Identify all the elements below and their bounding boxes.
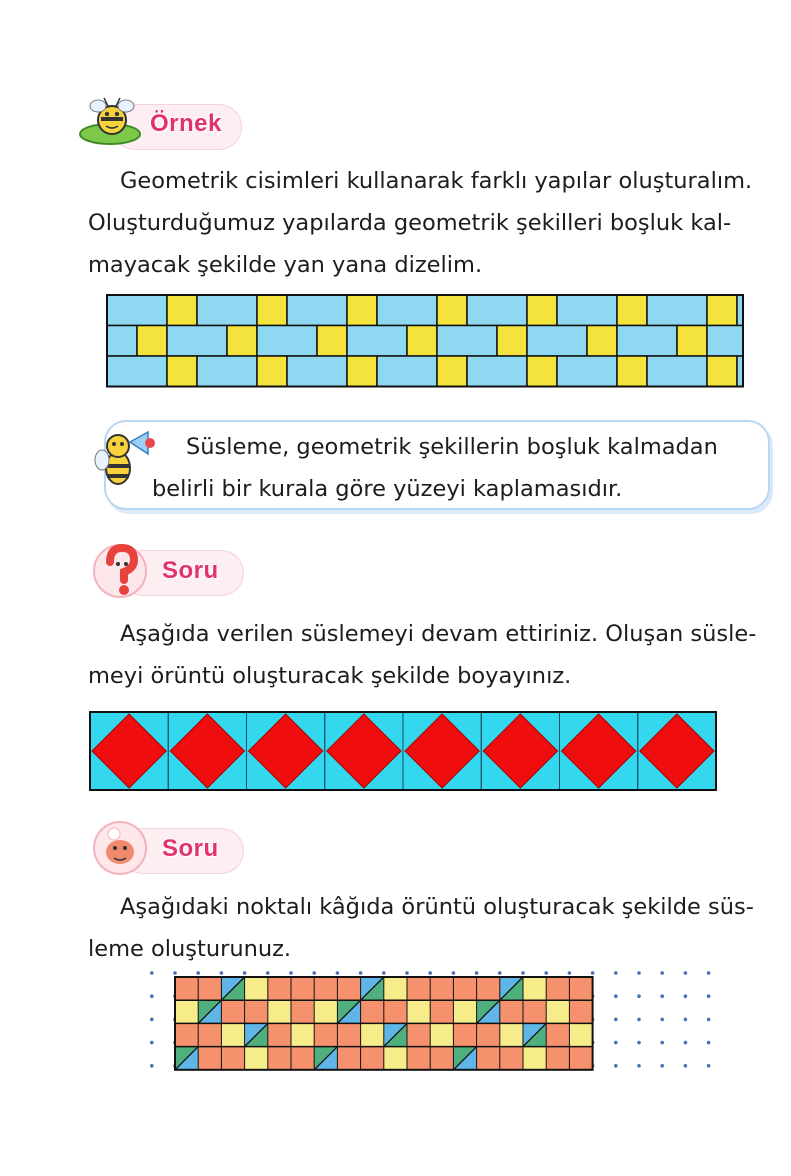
grid-dot bbox=[637, 971, 641, 975]
yellow-cell bbox=[268, 1000, 291, 1023]
blue-rectangle bbox=[467, 356, 527, 387]
grid-dot bbox=[707, 994, 711, 998]
blue-rectangle bbox=[557, 295, 617, 326]
grid-dot bbox=[452, 971, 456, 975]
grid-dot bbox=[568, 971, 572, 975]
yellow-cell bbox=[569, 1023, 592, 1046]
yellow-square bbox=[407, 326, 437, 357]
paragraph-line: meyi örüntü oluşturacak şekilde boyayınız. bbox=[88, 663, 572, 689]
yellow-cell bbox=[361, 1023, 384, 1046]
yellow-cell bbox=[546, 1000, 569, 1023]
orange-cell bbox=[268, 1047, 291, 1070]
definition-text bbox=[152, 426, 718, 510]
blue-rectangle bbox=[467, 295, 527, 326]
diamond-pattern bbox=[90, 712, 716, 790]
grid-dot bbox=[428, 971, 432, 975]
grid-dot bbox=[405, 971, 409, 975]
blue-rectangle bbox=[287, 356, 347, 387]
orange-cell bbox=[546, 977, 569, 1000]
blue-rectangle bbox=[107, 295, 167, 326]
orange-cell bbox=[453, 1023, 476, 1046]
grid-dot bbox=[591, 971, 595, 975]
grid-dot bbox=[637, 1018, 641, 1022]
orange-cell bbox=[198, 1047, 221, 1070]
yellow-cell bbox=[500, 1023, 523, 1046]
yellow-square bbox=[257, 295, 287, 326]
grid-dot bbox=[660, 994, 664, 998]
orange-cell bbox=[337, 977, 360, 1000]
dotted-paper-pattern bbox=[130, 965, 730, 1085]
blue-rectangle bbox=[107, 326, 137, 357]
grid-dot bbox=[660, 1018, 664, 1022]
grid-dot bbox=[614, 994, 618, 998]
grid-dot bbox=[707, 1041, 711, 1045]
grid-dot bbox=[614, 971, 618, 975]
grid-dot bbox=[660, 1064, 664, 1068]
orange-cell bbox=[314, 1023, 337, 1046]
thinking-mascot-icon bbox=[92, 820, 148, 876]
blue-rectangle bbox=[437, 326, 497, 357]
orange-cell bbox=[407, 977, 430, 1000]
orange-cell bbox=[453, 977, 476, 1000]
grid-dot bbox=[684, 1064, 688, 1068]
paragraph-line: Aşağıda verilen süslemeyi devam ettiriniz. Oluşan süsle- bbox=[120, 621, 757, 647]
orange-cell bbox=[291, 1047, 314, 1070]
yellow-cell bbox=[314, 1000, 337, 1023]
grid-dot bbox=[614, 1064, 618, 1068]
yellow-square bbox=[677, 326, 707, 357]
yellow-cell bbox=[175, 1000, 198, 1023]
blue-rectangle bbox=[167, 326, 227, 357]
blue-rectangle bbox=[107, 356, 167, 387]
orange-cell bbox=[477, 1047, 500, 1070]
paragraph-line: mayacak şekilde yan yana dizelim. bbox=[88, 252, 483, 278]
blue-rectangle bbox=[707, 326, 743, 357]
blue-rectangle bbox=[197, 295, 257, 326]
question2-paragraph bbox=[88, 886, 754, 970]
definition-line: Süsleme, geometrik şekillerin boşluk kalmadan bbox=[186, 434, 718, 460]
blue-rectangle bbox=[257, 326, 317, 357]
grid-dot bbox=[220, 971, 224, 975]
grid-dot bbox=[707, 1064, 711, 1068]
grid-dot bbox=[637, 1041, 641, 1045]
orange-cell bbox=[221, 1000, 244, 1023]
yellow-square bbox=[707, 356, 737, 387]
grid-dot bbox=[660, 971, 664, 975]
blue-rectangle bbox=[647, 295, 707, 326]
blue-rectangle bbox=[197, 356, 257, 387]
paragraph-line: Aşağıdaki noktalı kâğıda örüntü oluşturacak şekilde süs- bbox=[120, 894, 754, 920]
paragraph-line: leme oluşturunuz. bbox=[88, 936, 292, 962]
question-mark-mascot-icon bbox=[92, 540, 148, 602]
paragraph-line: Geometrik cisimleri kullanarak farklı yapılar oluşturalım. bbox=[120, 168, 753, 194]
orange-cell bbox=[500, 1000, 523, 1023]
question1-paragraph bbox=[88, 613, 756, 697]
yellow-cell bbox=[221, 1023, 244, 1046]
question1-badge-label: Soru bbox=[162, 557, 219, 584]
yellow-square bbox=[137, 326, 167, 357]
grid-dot bbox=[266, 971, 270, 975]
yellow-cell bbox=[245, 1047, 268, 1070]
example-badge-label: Örnek bbox=[150, 110, 222, 137]
grid-dot bbox=[150, 994, 154, 998]
yellow-cell bbox=[523, 977, 546, 1000]
orange-cell bbox=[384, 1000, 407, 1023]
yellow-cell bbox=[384, 1047, 407, 1070]
grid-dot bbox=[707, 971, 711, 975]
orange-cell bbox=[523, 1000, 546, 1023]
yellow-square bbox=[437, 295, 467, 326]
grid-dot bbox=[660, 1041, 664, 1045]
orange-cell bbox=[407, 1047, 430, 1070]
grid-dot bbox=[150, 1018, 154, 1022]
yellow-square bbox=[257, 356, 287, 387]
grid-dot bbox=[637, 1064, 641, 1068]
grid-dot bbox=[150, 1064, 154, 1068]
orange-cell bbox=[569, 977, 592, 1000]
yellow-square bbox=[497, 326, 527, 357]
definition-box bbox=[104, 420, 770, 510]
orange-cell bbox=[221, 1047, 244, 1070]
grid-dot bbox=[475, 971, 479, 975]
yellow-square bbox=[227, 326, 257, 357]
orange-cell bbox=[268, 977, 291, 1000]
grid-dot bbox=[359, 971, 363, 975]
yellow-square bbox=[167, 356, 197, 387]
grid-dot bbox=[684, 971, 688, 975]
blue-rectangle bbox=[527, 326, 587, 357]
bee-on-leaf-icon bbox=[76, 96, 146, 156]
yellow-square bbox=[527, 356, 557, 387]
bee-with-megaphone-icon bbox=[92, 424, 156, 494]
grid-dot bbox=[637, 994, 641, 998]
yellow-square bbox=[347, 295, 377, 326]
yellow-cell bbox=[523, 1047, 546, 1070]
brick-pattern bbox=[107, 295, 743, 387]
example-paragraph bbox=[88, 160, 752, 286]
blue-rectangle bbox=[617, 326, 677, 357]
orange-cell bbox=[569, 1047, 592, 1070]
orange-cell bbox=[361, 1000, 384, 1023]
orange-cell bbox=[314, 977, 337, 1000]
yellow-square bbox=[617, 295, 647, 326]
question2-badge-label: Soru bbox=[162, 835, 219, 862]
blue-rectangle bbox=[377, 295, 437, 326]
orange-cell bbox=[268, 1023, 291, 1046]
orange-cell bbox=[175, 1023, 198, 1046]
orange-cell bbox=[198, 1023, 221, 1046]
yellow-square bbox=[587, 326, 617, 357]
grid-dot bbox=[336, 971, 340, 975]
grid-dot bbox=[521, 971, 525, 975]
yellow-cell bbox=[291, 1023, 314, 1046]
orange-cell bbox=[500, 1047, 523, 1070]
orange-cell bbox=[175, 977, 198, 1000]
grid-dot bbox=[684, 1018, 688, 1022]
yellow-square bbox=[347, 356, 377, 387]
grid-dot bbox=[150, 971, 154, 975]
yellow-cell bbox=[245, 977, 268, 1000]
grid-dot bbox=[684, 994, 688, 998]
orange-cell bbox=[569, 1000, 592, 1023]
grid-dot bbox=[614, 1041, 618, 1045]
paragraph-line: Oluşturduğumuz yapılarda geometrik şekilleri boşluk kal- bbox=[88, 210, 732, 236]
grid-dot bbox=[289, 971, 293, 975]
grid-dot bbox=[614, 1018, 618, 1022]
yellow-square bbox=[317, 326, 347, 357]
yellow-cell bbox=[430, 1023, 453, 1046]
blue-rectangle bbox=[287, 295, 347, 326]
yellow-square bbox=[707, 295, 737, 326]
grid-dot bbox=[196, 971, 200, 975]
grid-dot bbox=[684, 1041, 688, 1045]
grid-dot bbox=[498, 971, 502, 975]
orange-cell bbox=[546, 1047, 569, 1070]
orange-cell bbox=[430, 977, 453, 1000]
grid-dot bbox=[173, 971, 177, 975]
blue-rectangle bbox=[647, 356, 707, 387]
orange-cell bbox=[337, 1023, 360, 1046]
orange-cell bbox=[546, 1023, 569, 1046]
blue-rectangle bbox=[377, 356, 437, 387]
yellow-square bbox=[167, 295, 197, 326]
orange-cell bbox=[198, 977, 221, 1000]
orange-cell bbox=[477, 977, 500, 1000]
grid-dot bbox=[312, 971, 316, 975]
grid-dot bbox=[544, 971, 548, 975]
grid-dot bbox=[150, 1041, 154, 1045]
yellow-cell bbox=[384, 977, 407, 1000]
orange-cell bbox=[361, 1047, 384, 1070]
orange-cell bbox=[407, 1023, 430, 1046]
orange-cell bbox=[245, 1000, 268, 1023]
yellow-cell bbox=[453, 1000, 476, 1023]
orange-cell bbox=[291, 977, 314, 1000]
yellow-square bbox=[527, 295, 557, 326]
yellow-cell bbox=[407, 1000, 430, 1023]
orange-cell bbox=[430, 1000, 453, 1023]
grid-dot bbox=[707, 1018, 711, 1022]
yellow-square bbox=[437, 356, 467, 387]
orange-cell bbox=[337, 1047, 360, 1070]
grid-dot bbox=[243, 971, 247, 975]
orange-cell bbox=[477, 1023, 500, 1046]
yellow-square bbox=[617, 356, 647, 387]
orange-cell bbox=[430, 1047, 453, 1070]
blue-rectangle bbox=[557, 356, 617, 387]
definition-line: belirli bir kurala göre yüzeyi kaplamasıdır. bbox=[152, 476, 623, 502]
blue-rectangle bbox=[347, 326, 407, 357]
grid-dot bbox=[382, 971, 386, 975]
orange-cell bbox=[291, 1000, 314, 1023]
